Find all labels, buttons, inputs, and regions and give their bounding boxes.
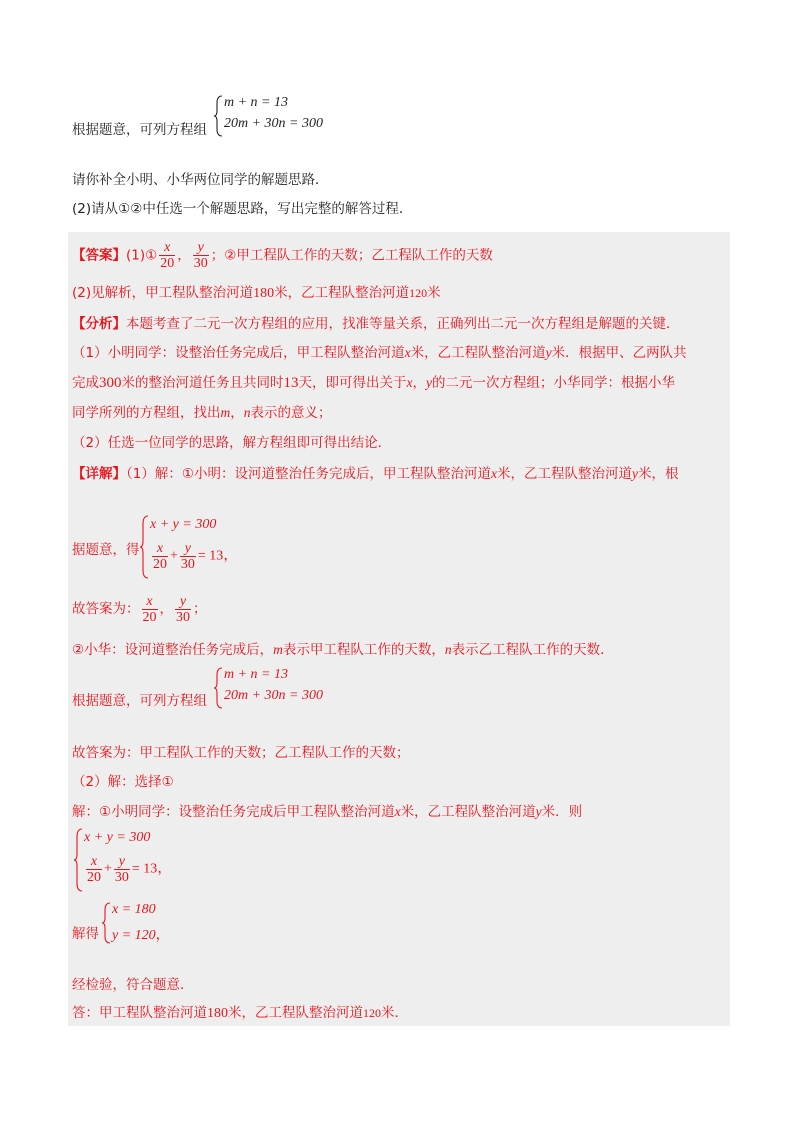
analysis-text: 米．根据甲、乙两队共 xyxy=(551,345,687,361)
variable: y xyxy=(426,375,432,390)
analysis-line xyxy=(72,314,680,334)
variable: m xyxy=(273,642,283,657)
answer-part1-prefix: (1)① xyxy=(126,247,158,264)
answer-line xyxy=(72,283,441,304)
separator: ， xyxy=(157,861,172,877)
fraction-denominator: 20 xyxy=(142,609,157,625)
detail-text: 表示甲工程队工作的天数， xyxy=(282,642,445,658)
detail-line: （2）解：选择① xyxy=(72,774,174,790)
detail-tag: 【详解】 xyxy=(72,466,126,482)
detail-line: 经检验，符合题意． xyxy=(72,977,194,993)
separator: ， xyxy=(223,548,238,564)
analysis-line xyxy=(72,343,687,363)
analysis-text: 的二元一次方程组；小华同学：根据小华 xyxy=(432,375,675,391)
detail-text: 据题意，得 xyxy=(72,542,140,558)
answer-part2-prefix: (2)见解析，甲工程队整治河道 xyxy=(72,285,254,301)
variable: y xyxy=(535,804,542,819)
detail-line xyxy=(72,1003,408,1024)
variable: n xyxy=(243,405,251,420)
variable: n xyxy=(444,642,452,657)
left-brace xyxy=(214,95,224,137)
fraction-denominator: 30 xyxy=(193,256,208,271)
variable: y xyxy=(631,466,638,481)
number: 180 xyxy=(253,286,275,301)
fraction xyxy=(152,541,168,572)
analysis-text: 表示的意义； xyxy=(250,405,332,421)
solution-system xyxy=(102,902,182,944)
equation-line: m + n = 13 xyxy=(224,95,289,110)
left-brace xyxy=(102,902,112,944)
separator: ， xyxy=(412,375,426,391)
fraction xyxy=(142,594,158,625)
variable: x xyxy=(404,345,411,360)
answer-part2-suffix: 米 xyxy=(427,285,441,301)
detail-line: 故答案为：甲工程队工作的天数；乙工程队工作的天数； xyxy=(72,745,410,761)
detail-line xyxy=(72,592,207,626)
equation-line: x + y = 300 xyxy=(150,517,217,532)
fraction-denominator: 30 xyxy=(180,557,195,572)
fraction xyxy=(114,854,130,885)
fraction-numerator: y xyxy=(175,594,191,610)
analysis-text: 米的整治河道任务且共同时 xyxy=(121,375,284,391)
separator: ， xyxy=(177,247,191,264)
fraction-numerator: y xyxy=(180,541,196,557)
question-text-line: (2)请从①②中任选一个解题思路，写出完整的解答过程． xyxy=(72,201,413,217)
fraction-denominator: 20 xyxy=(87,870,101,885)
fraction xyxy=(193,240,209,271)
analysis-line xyxy=(72,373,675,393)
answer-tag: 【答案】 xyxy=(72,247,126,264)
equation-line xyxy=(150,541,237,572)
question-text-line: 请你补全小明、小华两位同学的解题思路． xyxy=(72,172,329,188)
fraction-denominator: 20 xyxy=(160,256,175,271)
separator: ， xyxy=(159,601,173,617)
fraction-numerator: x xyxy=(86,854,102,870)
number: 180 xyxy=(207,1006,228,1021)
fraction-denominator: 20 xyxy=(153,557,167,572)
separator: ， xyxy=(230,405,244,421)
equation-line xyxy=(112,924,170,944)
analysis-text: 完成 xyxy=(72,375,99,391)
answer-part1-suffix: ；②甲工程队工作的天数；乙工程队工作的天数 xyxy=(210,247,493,264)
answer-part2-mid: 米，乙工程队整治河道 xyxy=(274,285,410,301)
variable: x xyxy=(394,804,401,819)
fraction-denominator: 30 xyxy=(176,609,190,625)
number: 120 xyxy=(363,1006,381,1020)
fraction xyxy=(159,240,175,271)
left-brace xyxy=(140,515,150,579)
equation-system-xy xyxy=(140,515,250,579)
analysis-text: 米，乙工程队整治河道 xyxy=(410,345,546,361)
fraction xyxy=(86,854,102,885)
equation-rhs: = 13 xyxy=(131,861,158,877)
detail-text: ②小华：设河道整治任务完成后， xyxy=(72,642,274,658)
equation-line xyxy=(84,854,171,885)
number: 13 xyxy=(283,375,299,391)
equation-line: x + y = 300 xyxy=(84,830,151,845)
equation-system-mn xyxy=(214,667,354,709)
detail-text: 米．则 xyxy=(541,804,583,820)
fraction-numerator: y xyxy=(114,854,130,870)
separator: ； xyxy=(193,601,207,617)
equation-line: 20m + 30n = 300 xyxy=(224,688,324,703)
detail-text: 米，乙工程队整治河道 xyxy=(228,1005,363,1021)
fraction-denominator: 30 xyxy=(114,870,129,885)
fraction-numerator: x xyxy=(152,541,168,557)
analysis-text: 本题考查了二元一次方程组的应用，找准等量关系，正确列出二元一次方程组是解题的关键． xyxy=(126,316,680,332)
variable: y xyxy=(545,345,552,360)
detail-text: （1）解：①小明：设河道整治任务完成后，甲工程队整治河道 xyxy=(126,466,491,482)
equation-system-mn xyxy=(214,95,354,137)
detail-text: 米，乙工程队整治河道 xyxy=(496,466,632,482)
number: 300 xyxy=(99,375,122,391)
operator: + xyxy=(170,548,178,564)
fraction-numerator: x xyxy=(159,240,175,256)
detail-text: 答：甲工程队整治河道 xyxy=(72,1005,207,1021)
analysis-tag: 【分析】 xyxy=(72,316,126,332)
detail-text: 米． xyxy=(381,1005,408,1021)
left-brace xyxy=(74,828,84,892)
detail-text: 米，乙工程队整治河道 xyxy=(400,804,536,820)
analysis-line xyxy=(72,403,332,423)
equation-line: x = 180 xyxy=(112,902,156,917)
operator: + xyxy=(104,861,112,877)
variable: x xyxy=(406,375,413,390)
answer-line xyxy=(72,240,493,271)
analysis-text: 同学所列的方程组，找出 xyxy=(72,405,221,421)
detail-line xyxy=(72,464,678,484)
fraction-numerator: x xyxy=(142,594,158,610)
question-text-line: 根据题意，可列方程组 xyxy=(72,122,207,138)
detail-text: 解得 xyxy=(72,926,99,942)
detail-text: 根据题意，可列方程组 xyxy=(72,693,207,709)
equation-system-xy xyxy=(74,828,184,892)
separator: ， xyxy=(155,928,170,943)
equation-line: 20m + 30n = 300 xyxy=(224,116,324,131)
detail-text: 表示乙工程队工作的天数． xyxy=(451,642,614,658)
analysis-line: （2）任选一位同学的思路，解方程组即可得出结论． xyxy=(72,435,392,451)
equation-text: y = 120 xyxy=(112,928,156,943)
detail-line xyxy=(72,802,582,822)
variable: x xyxy=(490,466,497,481)
fraction-numerator: y xyxy=(193,240,209,256)
fraction xyxy=(180,541,196,572)
equation-rhs: = 13 xyxy=(197,548,224,564)
number: 120 xyxy=(409,286,428,300)
left-brace xyxy=(214,667,224,709)
detail-text: 故答案为： xyxy=(72,601,140,617)
detail-text: 解：①小明同学：设整治任务完成后甲工程队整治河道 xyxy=(72,804,395,820)
analysis-text: 天，即可得出关于 xyxy=(298,375,407,391)
detail-line xyxy=(72,640,614,660)
analysis-text: （1）小明同学：设整治任务完成后，甲工程队整治河道 xyxy=(72,345,405,361)
variable: m xyxy=(220,405,231,420)
detail-text: 米，根 xyxy=(637,466,679,482)
fraction xyxy=(175,594,191,625)
equation-line: m + n = 13 xyxy=(224,667,289,682)
